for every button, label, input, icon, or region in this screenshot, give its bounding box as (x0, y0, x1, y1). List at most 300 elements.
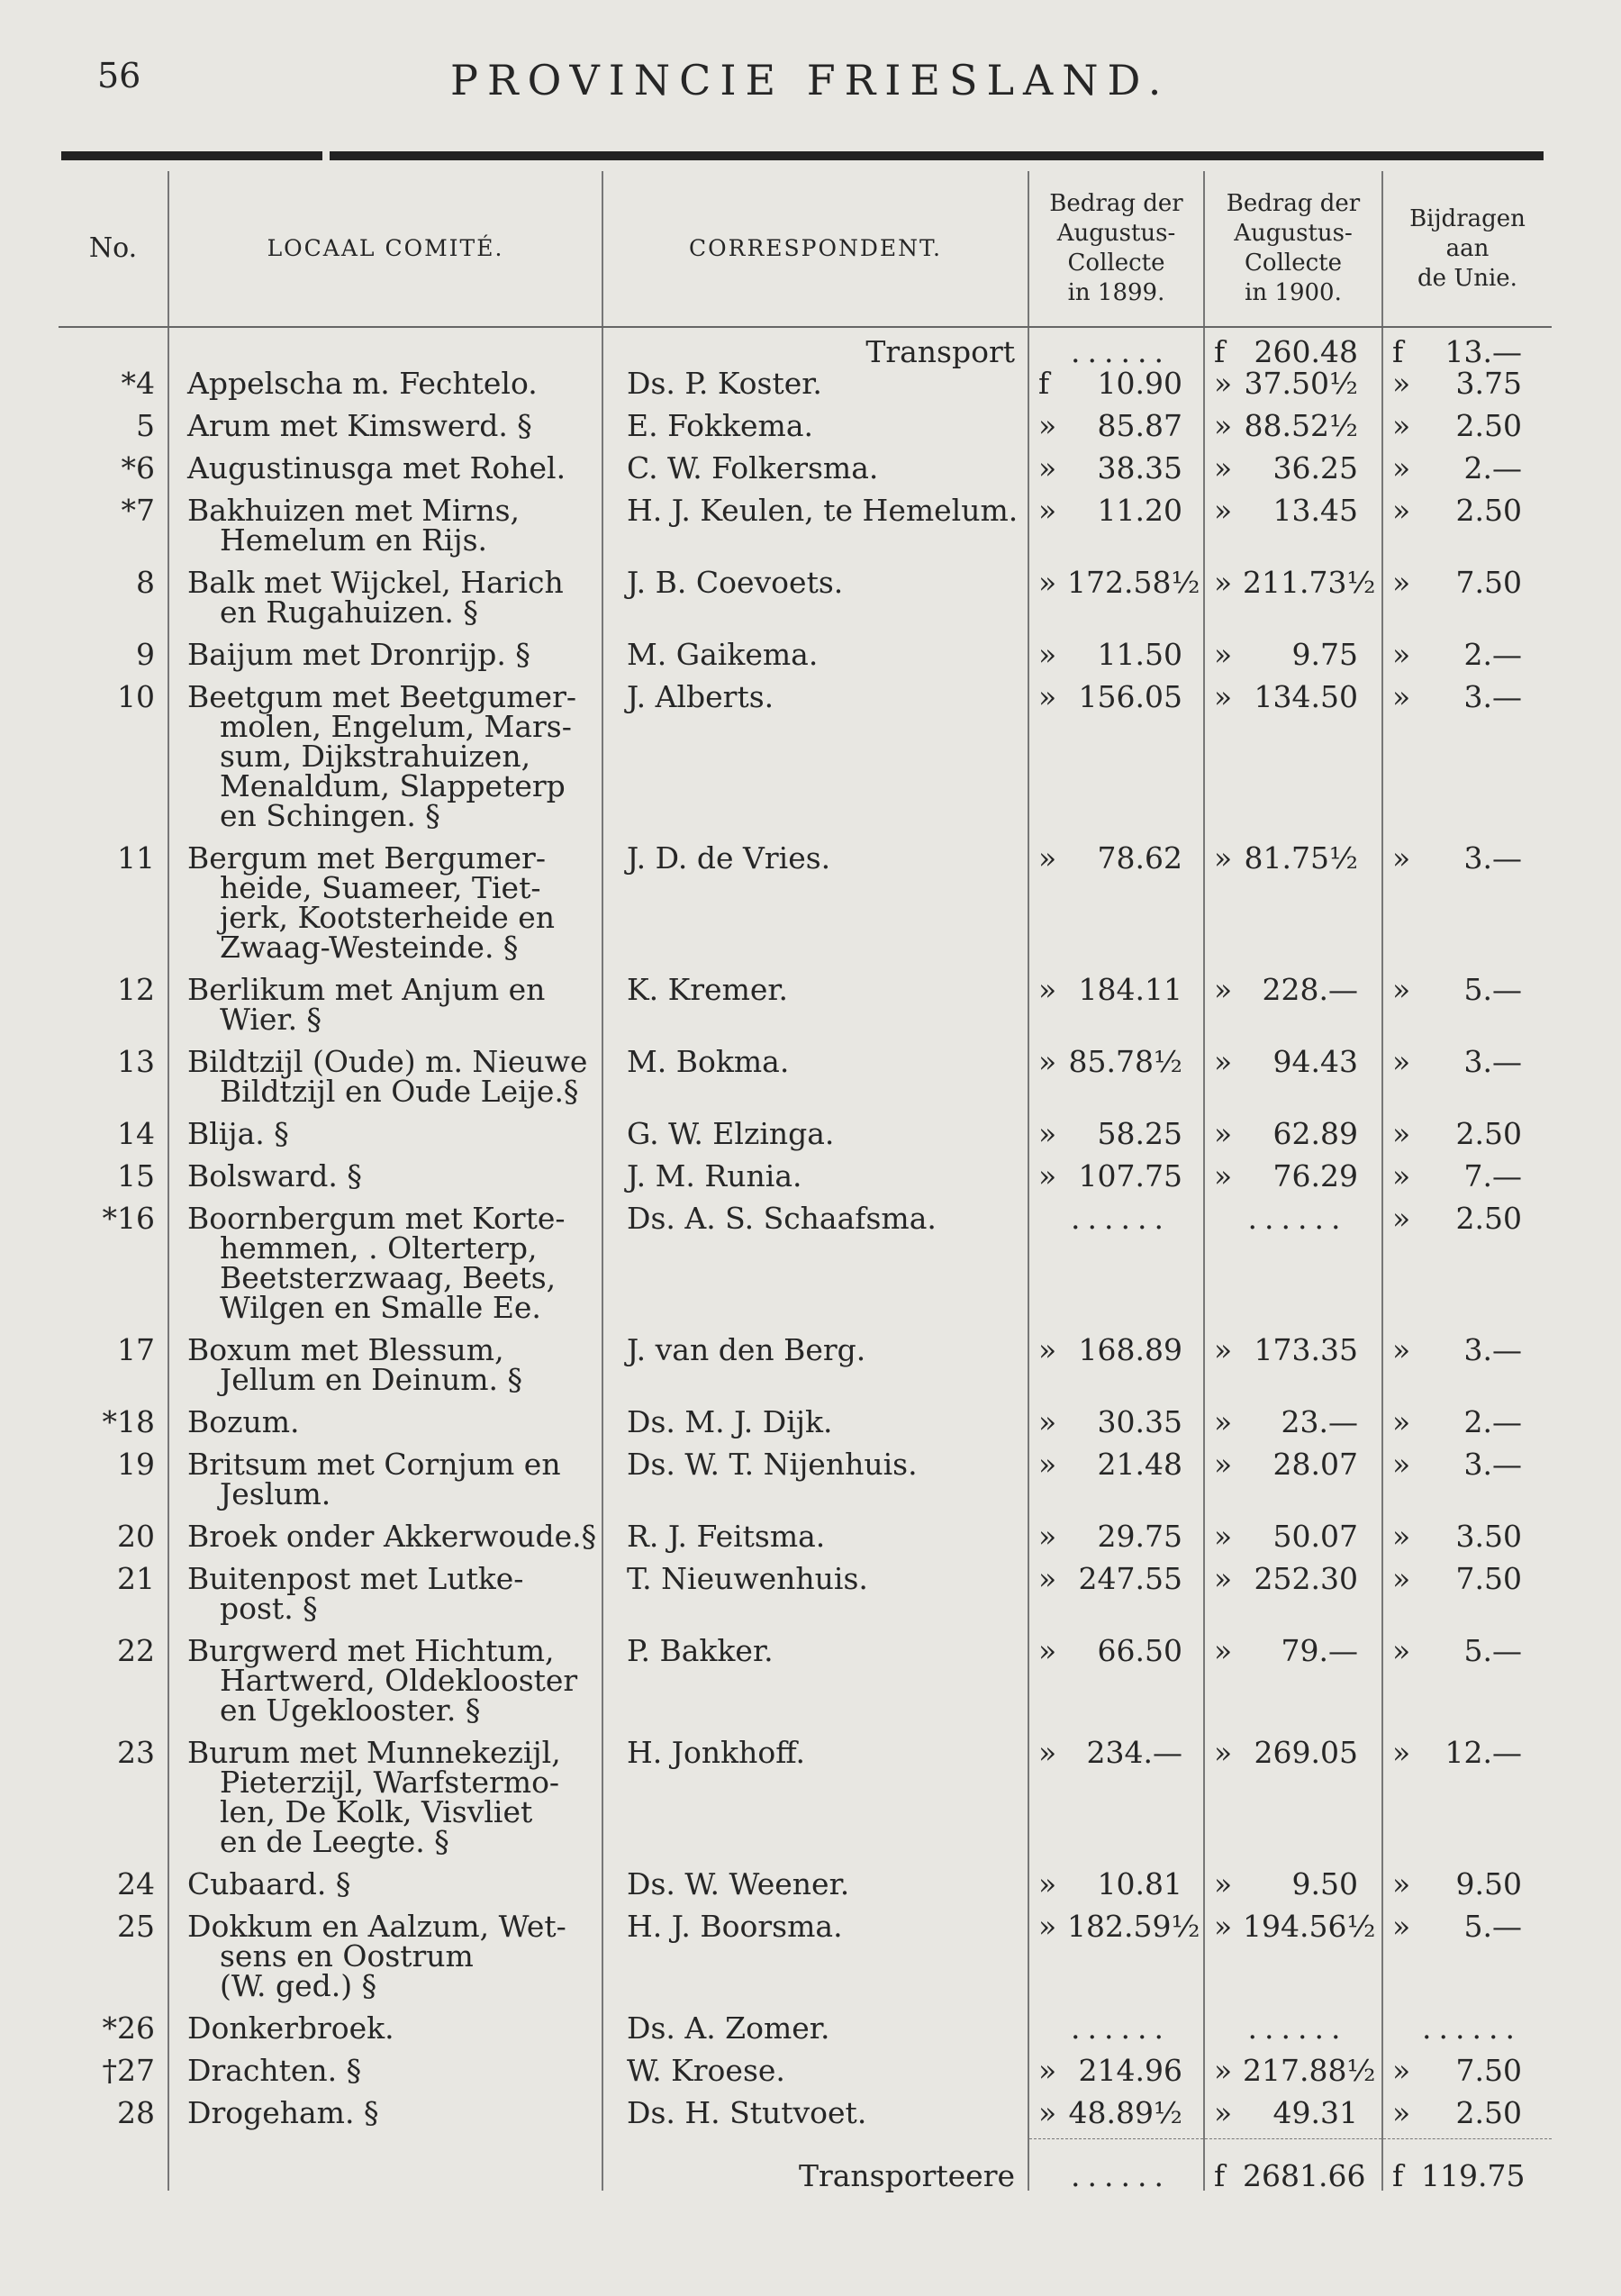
amount-1899-cell (1028, 1447, 1204, 1520)
ditto-mark: » (1392, 408, 1411, 443)
comite-line: Dokkum en Aalzum, Wet- (187, 1909, 566, 1944)
comite-line: Balk met Wijckel, Harich (187, 565, 564, 600)
ditto-mark: » (1214, 840, 1233, 876)
collecte-table (59, 171, 1552, 2191)
amount-unie-cell (1382, 1562, 1552, 1634)
ditto-mark: » (1214, 1404, 1233, 1439)
comite-line: Wier. § (220, 1002, 322, 1037)
amount-unie-cell (1382, 451, 1552, 494)
amount-1899-cell (1028, 1634, 1204, 1736)
amount-unie: 2.50 (1455, 493, 1522, 528)
table-row (59, 1202, 1552, 1333)
comite-line: Buitenpost met Lutke- (187, 1561, 524, 1596)
comite-line: Jeslum. (220, 1476, 331, 1511)
amount-1900: 36.25 (1272, 450, 1358, 486)
ditto-mark: » (1214, 1735, 1233, 1770)
comite-cell (168, 1159, 602, 1202)
ditto-mark: » (1214, 1332, 1233, 1367)
entry-number: 17 (117, 1332, 155, 1367)
ditto-mark: » (1038, 408, 1057, 443)
ditto-mark: » (1038, 1561, 1057, 1596)
correspondent-cell: J. M. Runia. (602, 1159, 1028, 1202)
correspondent-cell: Ds. A. Zomer. (602, 2011, 1028, 2054)
amount-unie: 3.— (1463, 679, 1522, 714)
comite-line: Jellum en Deinum. § (220, 1362, 522, 1397)
comite-cell (168, 1447, 602, 1520)
comite-line: en Rugahuizen. § (220, 594, 478, 630)
amount-unie: 2.50 (1455, 1201, 1522, 1236)
amount-1900-cell (1204, 1447, 1382, 1520)
amount-1899: 10.90 (1097, 366, 1182, 401)
comite-cell (168, 1634, 602, 1736)
entry-number: *7 (121, 493, 155, 528)
col-header-1900-line: Collecte (1245, 250, 1342, 277)
ditto-mark: » (1214, 1116, 1233, 1151)
amount-1899: 172.58½ (1067, 565, 1200, 600)
comite-line: Britsum met Cornjum en (187, 1447, 561, 1482)
comite-line: Bolsward. § (187, 1158, 362, 1193)
ditto-mark: » (1392, 1519, 1411, 1554)
comite-cell (168, 1405, 602, 1447)
table-row (59, 841, 1552, 973)
amount-1899: 29.75 (1097, 1519, 1182, 1554)
comite-line: Bildtzijl (Oude) m. Nieuwe (187, 1044, 588, 1079)
amount-unie-cell (1382, 1202, 1552, 1333)
amount-1899: 30.35 (1097, 1404, 1182, 1439)
comite-line: en de Leegte. § (220, 1824, 449, 1859)
ditto-mark: » (1392, 1561, 1411, 1596)
amount-1899-cell (1028, 1520, 1204, 1562)
amount-1899-cell (1028, 409, 1204, 451)
table-header-row (59, 171, 1552, 327)
comite-line: Drachten. § (187, 2053, 362, 2088)
comite-line: Appelscha m. Fechtelo. (187, 366, 538, 401)
amount-1900: 94.43 (1272, 1044, 1358, 1079)
amount-1900: 23.— (1281, 1404, 1358, 1439)
amount-1899: 184.11 (1078, 972, 1182, 1007)
amount-1899: 66.50 (1097, 1633, 1182, 1668)
amount-1900-cell (1204, 1736, 1382, 1867)
amount-unie: 3.— (1463, 1447, 1522, 1482)
amount-1899: 85.78½ (1068, 1044, 1182, 1079)
amount-unie: 3.— (1463, 840, 1522, 876)
amount-1900-cell (1204, 2054, 1382, 2096)
ditto-mark: » (1038, 2095, 1057, 2130)
ditto-mark: » (1392, 493, 1411, 528)
correspondent-cell: Ds. P. Koster. (602, 367, 1028, 409)
amount-1900-cell (1204, 1202, 1382, 1333)
table-row (59, 2054, 1552, 2096)
ditto-mark: » (1392, 1404, 1411, 1439)
col-header-correspondent: CORRESPONDENT. (602, 171, 1028, 327)
comite-cell (168, 1117, 602, 1159)
ditto-mark: » (1392, 840, 1411, 876)
transport-label: Transport (602, 327, 1028, 367)
comite-line: Broek onder Akkerwoude.§ (187, 1519, 597, 1554)
col-header-comite: LOCAAL COMITÉ. (168, 171, 602, 327)
ditto-mark: » (1038, 493, 1057, 528)
table-row (59, 367, 1552, 409)
table-row (59, 2011, 1552, 2054)
comite-line: Beetsterzwaag, Beets, (220, 1260, 557, 1295)
comite-cell (168, 973, 602, 1045)
amount-1900: 81.75½ (1244, 840, 1358, 876)
amount-1899: 10.81 (1097, 1866, 1182, 1901)
amount-unie: 2.50 (1455, 408, 1522, 443)
transport-1900: 260.48 (1254, 334, 1358, 369)
ditto-mark: » (1038, 1735, 1057, 1770)
comite-line: Cubaard. § (187, 1866, 351, 1901)
table-row (59, 1634, 1552, 1736)
amount-1900-cell (1204, 1405, 1382, 1447)
ditto-mark: » (1214, 493, 1233, 528)
table-row (59, 1910, 1552, 2011)
correspondent-cell: Ds. W. T. Nijenhuis. (602, 1447, 1028, 1520)
amount-1899-cell (1028, 1333, 1204, 1405)
comite-line: Pieterzijl, Warfstermo- (220, 1765, 560, 1800)
ditto-mark: » (1214, 2053, 1233, 2088)
table-row (59, 1562, 1552, 1634)
correspondent-cell: J. D. de Vries. (602, 841, 1028, 973)
ditto-mark: » (1214, 1561, 1233, 1596)
amount-1900-cell (1204, 1562, 1382, 1634)
amount-unie-cell (1382, 1910, 1552, 2011)
entry-number: 11 (117, 840, 155, 876)
amount-unie: 9.50 (1455, 1866, 1522, 1901)
currency-mark: f (1214, 2158, 1226, 2193)
entry-number: 25 (117, 1909, 155, 1944)
amount-1900-cell (1204, 680, 1382, 841)
comite-line: Blija. § (187, 1116, 289, 1151)
amount-1899-cell (1028, 1867, 1204, 1910)
entry-number: 5 (136, 408, 155, 443)
correspondent-cell: Ds. H. Stutvoet. (602, 2096, 1028, 2139)
ditto-mark: » (1392, 1116, 1411, 1151)
entry-number: *6 (121, 450, 155, 486)
amount-1899: 78.62 (1097, 840, 1182, 876)
comite-line: Beetgum met Beetgumer- (187, 679, 576, 714)
ditto-mark: » (1038, 1158, 1057, 1193)
amount-1899-cell (1028, 1202, 1204, 1333)
amount-unie-cell (1382, 1447, 1552, 1520)
amount-unie-cell (1382, 973, 1552, 1045)
amount-1900-cell (1204, 638, 1382, 680)
entry-number: 22 (117, 1633, 155, 1668)
comite-line: Bergum met Bergumer- (187, 840, 546, 876)
transport-1899: ...... (1071, 334, 1171, 369)
comite-line: Boxum met Blessum, (187, 1332, 504, 1367)
amount-1900-cell (1204, 1634, 1382, 1736)
amount-unie-cell (1382, 1634, 1552, 1736)
correspondent-cell: J. B. Coevoets. (602, 566, 1028, 638)
col-header-1899-line: Collecte (1067, 250, 1165, 277)
amount-unie-cell (1382, 1159, 1552, 1202)
comite-cell (168, 1562, 602, 1634)
ditto-mark: » (1038, 840, 1057, 876)
amount-1900: 37.50½ (1244, 366, 1358, 401)
amount-1899-cell (1028, 973, 1204, 1045)
amount-1899: 182.59½ (1067, 1909, 1200, 1944)
correspondent-cell: Ds. A. S. Schaafsma. (602, 1202, 1028, 1333)
amount-1900: 50.07 (1272, 1519, 1358, 1554)
amount-1900: 28.07 (1272, 1447, 1358, 1482)
col-header-1900-line: in 1900. (1245, 279, 1342, 306)
correspondent-cell: G. W. Elzinga. (602, 1117, 1028, 1159)
col-header-1900 (1204, 171, 1382, 327)
amount-unie-cell (1382, 638, 1552, 680)
ditto-mark: » (1392, 450, 1411, 486)
ditto-mark: » (1392, 2053, 1411, 2088)
entry-number: 9 (136, 637, 155, 672)
comite-line: heide, Suameer, Tiet- (220, 870, 541, 905)
comite-line: en Ugeklooster. § (220, 1693, 481, 1728)
ditto-mark: » (1392, 637, 1411, 672)
col-header-unie-line: Bijdragen (1409, 204, 1526, 232)
amount-1899: 58.25 (1097, 1116, 1182, 1151)
table-row (59, 1447, 1552, 1520)
entry-number: 13 (117, 1044, 155, 1079)
ditto-mark: » (1392, 565, 1411, 600)
correspondent-cell: Ds. M. J. Dijk. (602, 1405, 1028, 1447)
col-header-unie-line: de Unie. (1417, 264, 1517, 292)
comite-cell (168, 1910, 602, 2011)
amount-unie: 7.50 (1455, 2053, 1522, 2088)
entry-number: 10 (117, 679, 155, 714)
comite-cell (168, 566, 602, 638)
amount-1900: 194.56½ (1243, 1909, 1376, 1944)
comite-cell (168, 1520, 602, 1562)
comite-cell (168, 2054, 602, 2096)
comite-line: sens en Oostrum (220, 1938, 474, 1974)
amount-unie-cell (1382, 367, 1552, 409)
comite-line: Donkerbroek. (187, 2010, 394, 2046)
correspondent-cell: K. Kremer. (602, 973, 1028, 1045)
comite-line: Zwaag-Westeinde. § (220, 930, 519, 965)
amount-unie-cell (1382, 494, 1552, 566)
comite-cell (168, 2011, 602, 2054)
table-row (59, 1117, 1552, 1159)
ditto-mark: » (1038, 1519, 1057, 1554)
correspondent-cell: E. Fokkema. (602, 409, 1028, 451)
amount-unie: 3.— (1463, 1044, 1522, 1079)
comite-line: hemmen, . Olterterp, (220, 1230, 538, 1266)
comite-cell (168, 1333, 602, 1405)
comite-line: Berlikum met Anjum en (187, 972, 546, 1007)
amount-1899: 21.48 (1097, 1447, 1182, 1482)
comite-line: Menaldum, Slappeterp (220, 768, 566, 803)
table-row (59, 638, 1552, 680)
amount-1900-cell (1204, 1910, 1382, 2011)
ditto-mark: » (1038, 1633, 1057, 1668)
table-row (59, 1736, 1552, 1867)
comite-cell (168, 1045, 602, 1117)
comite-line: molen, Engelum, Mars- (220, 709, 572, 744)
ditto-mark: » (1214, 1158, 1233, 1193)
entry-number: 23 (117, 1735, 155, 1770)
comite-line: jerk, Kootsterheide en (220, 900, 556, 935)
table-row (59, 451, 1552, 494)
amount-1900: 13.45 (1272, 493, 1358, 528)
amount-unie: 12.— (1444, 1735, 1522, 1770)
amount-1900: 9.75 (1291, 637, 1358, 672)
table-row (59, 409, 1552, 451)
ditto-mark: » (1038, 1116, 1057, 1151)
comite-cell (168, 2096, 602, 2139)
correspondent-cell: H. J. Keulen, te Hemelum. (602, 494, 1028, 566)
col-header-1900-line: Bedrag der (1226, 190, 1361, 217)
amount-1900: 9.50 (1291, 1866, 1358, 1901)
col-header-1899-line: Augustus- (1056, 220, 1176, 247)
amount-unie: 7.50 (1455, 565, 1522, 600)
col-header-1899-line: Bedrag der (1049, 190, 1183, 217)
ditto-mark: » (1392, 2095, 1411, 2130)
comite-cell (168, 680, 602, 841)
correspondent-cell: M. Bokma. (602, 1045, 1028, 1117)
comite-cell (168, 451, 602, 494)
col-header-1900-line: Augustus- (1234, 220, 1353, 247)
table-row (59, 2096, 1552, 2139)
ditto-mark: » (1392, 1447, 1411, 1482)
entry-number: 8 (136, 565, 155, 600)
ditto-mark: » (1214, 1866, 1233, 1901)
amount-1900: 79.— (1281, 1633, 1358, 1668)
amount-unie-cell (1382, 1867, 1552, 1910)
table-row (59, 566, 1552, 638)
correspondent-cell: T. Nieuwenhuis. (602, 1562, 1028, 1634)
table-row (59, 1520, 1552, 1562)
amount-unie: 2.— (1463, 637, 1522, 672)
entry-number: 20 (117, 1519, 155, 1554)
amount-1900: 49.31 (1272, 2095, 1358, 2130)
amount-1899-cell (1028, 1910, 1204, 2011)
ditto-mark: » (1038, 1332, 1057, 1367)
amount-unie-cell (1382, 841, 1552, 973)
col-header-unie (1382, 171, 1552, 327)
ditto-mark: » (1038, 637, 1057, 672)
comite-cell (168, 1867, 602, 1910)
amount-unie: 3.75 (1455, 366, 1522, 401)
transport-row (59, 327, 1552, 367)
amount-1900: 173.35 (1254, 1332, 1358, 1367)
ditto-mark: » (1214, 2095, 1233, 2130)
amount-1899-cell (1028, 1736, 1204, 1867)
amount-1900: 228.— (1262, 972, 1358, 1007)
amount-1899: 107.75 (1078, 1158, 1182, 1193)
amount-1900: 269.05 (1254, 1735, 1358, 1770)
ditto-mark: » (1392, 1332, 1411, 1367)
amount-unie-cell (1382, 2054, 1552, 2096)
entry-number: 14 (117, 1116, 155, 1151)
entry-number: 24 (117, 1866, 155, 1901)
transporteere-label: Transporteere (602, 2139, 1028, 2192)
amount-1899-cell (1028, 367, 1204, 409)
amount-unie: 5.— (1463, 1909, 1522, 1944)
ditto-mark: » (1038, 972, 1057, 1007)
comite-cell (168, 367, 602, 409)
amount-1900-cell (1204, 409, 1382, 451)
ditto-mark: » (1038, 1909, 1057, 1944)
ditto-mark: » (1214, 565, 1233, 600)
col-header-1899 (1028, 171, 1204, 327)
comite-cell (168, 409, 602, 451)
comite-cell (168, 841, 602, 973)
amount-unie-cell (1382, 566, 1552, 638)
page-header (0, 56, 1621, 104)
amount-1900-cell (1204, 2011, 1382, 2054)
ditto-mark: » (1214, 1909, 1233, 1944)
table-row (59, 494, 1552, 566)
table-body (59, 327, 1552, 2139)
page-title: PROVINCIE FRIESLAND. (450, 56, 1171, 104)
amount-1899: 11.20 (1097, 493, 1182, 528)
comite-line: Wilgen en Smalle Ee. (220, 1290, 541, 1325)
amount-1899-cell (1028, 1117, 1204, 1159)
transporteere-1899: ...... (1071, 2158, 1171, 2193)
amount-1899: ...... (1071, 2010, 1171, 2046)
table-row (59, 1045, 1552, 1117)
amount-1900-cell (1204, 841, 1382, 973)
comite-line: Hemelum en Rijs. (220, 522, 488, 558)
entry-number: 12 (117, 972, 155, 1007)
comite-cell (168, 638, 602, 680)
entry-number: 21 (117, 1561, 155, 1596)
entry-number: *18 (102, 1404, 155, 1439)
amount-1900-cell (1204, 1333, 1382, 1405)
amount-1900: 252.30 (1254, 1561, 1358, 1596)
amount-unie: 7.50 (1455, 1561, 1522, 1596)
comite-cell (168, 1736, 602, 1867)
comite-line: Arum met Kimswerd. § (187, 408, 532, 443)
amount-unie-cell (1382, 1045, 1552, 1117)
comite-line: Bildtzijl en Oude Leije.§ (220, 1074, 579, 1109)
amount-1899-cell (1028, 566, 1204, 638)
amount-1899: 247.55 (1078, 1561, 1182, 1596)
transport-unie: 13.— (1444, 334, 1522, 369)
amount-1900: ...... (1247, 1201, 1348, 1236)
comite-line: Drogeham. § (187, 2095, 379, 2130)
amount-1900-cell (1204, 494, 1382, 566)
amount-1899-cell (1028, 1405, 1204, 1447)
amount-unie-cell (1382, 409, 1552, 451)
table-row (59, 680, 1552, 841)
ditto-mark: » (1392, 1158, 1411, 1193)
ditto-mark: » (1214, 1519, 1233, 1554)
correspondent-cell: Ds. W. Weener. (602, 1867, 1028, 1910)
ditto-mark: » (1392, 1633, 1411, 1668)
comite-line: Bakhuizen met Mirns, (187, 493, 521, 528)
amount-1900-cell (1204, 367, 1382, 409)
amount-1899-cell (1028, 2096, 1204, 2139)
amount-unie: 2.50 (1455, 1116, 1522, 1151)
entry-number: *16 (102, 1201, 155, 1236)
amount-1899: 234.— (1086, 1735, 1182, 1770)
ditto-mark: » (1038, 1044, 1057, 1079)
col-header-1899-line: in 1899. (1067, 279, 1165, 306)
ditto-mark: » (1214, 1447, 1233, 1482)
comite-line: Hartwerd, Oldeklooster (220, 1663, 578, 1698)
amount-1900: 62.89 (1272, 1116, 1358, 1151)
correspondent-cell: J. Alberts. (602, 680, 1028, 841)
entry-number: 28 (117, 2095, 155, 2130)
comite-line: en Schingen. § (220, 798, 440, 833)
entry-number: 19 (117, 1447, 155, 1482)
amount-1900: 211.73½ (1243, 565, 1376, 600)
ditto-mark: » (1214, 450, 1233, 486)
ditto-mark: » (1392, 1735, 1411, 1770)
table-row (59, 973, 1552, 1045)
amount-unie: 2.50 (1455, 2095, 1522, 2130)
table-row (59, 1333, 1552, 1405)
